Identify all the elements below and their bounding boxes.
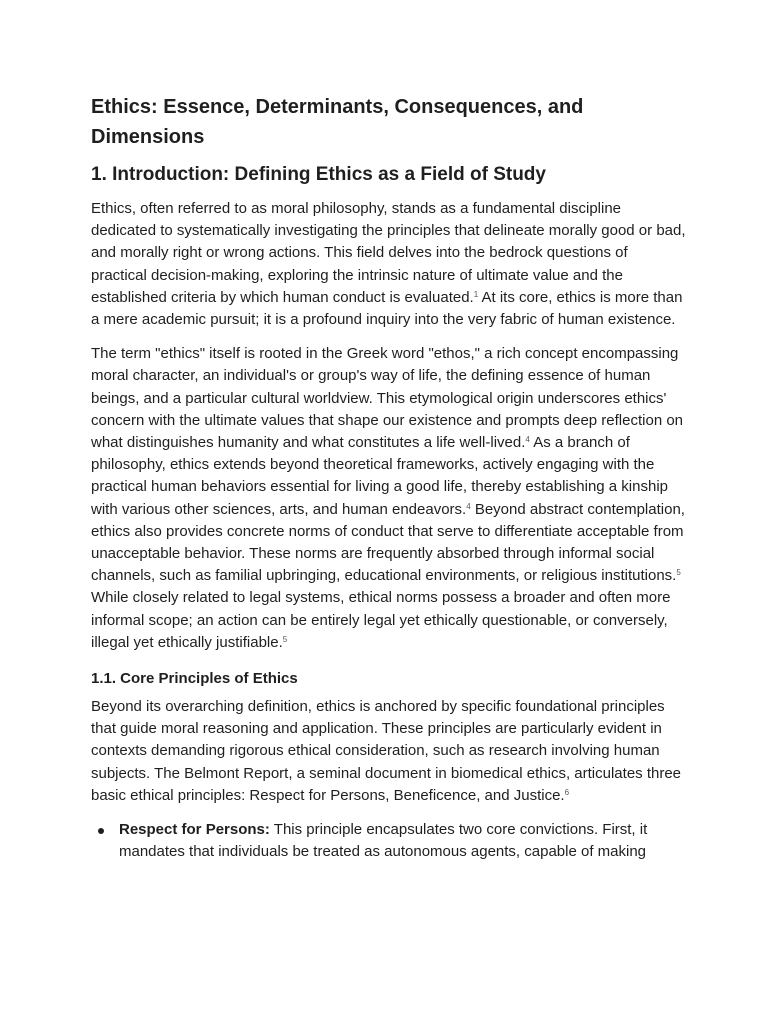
document-title: Ethics: Essence, Determinants, Consequences, and Dimensions — [91, 96, 584, 148]
footnote-ref[interactable]: 5 — [676, 568, 681, 578]
paragraph-text: As a branch of philosophy, ethics extends beyond theoretical frameworks, actively engaging with the practical human behaviors essential for living a good life, thereby establishing a kinship with various other sciences, arts, and human endeavors. — [91, 434, 668, 518]
paragraph-text: Ethics, often referred to as moral philosophy, stands as a fundamental discipline dedicated to systematically investigating the principles that delineate morally good or bad, and morally right or wrong actions. This field delves into the bedrock questions of practical decision-making, exploring the intrinsic nature of ultimate value and the established criteria by which human conduct is evaluated. — [91, 200, 686, 306]
paragraph-text: While closely related to legal systems, ethical norms possess a broader and often more informal scope; an action can be entirely legal yet ethically questionable, or conversely, illegal yet ethically justifiable. — [91, 589, 671, 651]
paragraph-text: Beyond its overarching definition, ethics is anchored by specific foundational principles that guide moral reasoning and application. These principles are particularly evident in contexts demanding rigorous ethical consideration, such as research involving human subjects. The Belmont Report, a seminal document in biomedical ethics, articulates three basic ethical principles: Respect for Persons, Beneficence, and Justice. — [91, 698, 682, 804]
footnote-ref[interactable]: 4 — [525, 435, 530, 445]
list-item-text: This principle encapsulates two core convictions. First, it mandates that individuals be treated as autonomous agents, capable of making — [119, 821, 648, 861]
paragraph-text: At its core, ethics is more than a mere academic pursuit; it is a profound inquiry into the very fabric of human existence. — [91, 288, 683, 329]
subsection-heading-core-principles: 1.1. Core Principles of Ethics — [91, 670, 298, 688]
paragraph-definition — [91, 198, 686, 331]
footnote-ref[interactable]: 6 — [564, 787, 570, 797]
paragraph-etymology — [91, 343, 686, 654]
list-item-label: Respect for Persons: — [119, 821, 270, 839]
footnote-ref[interactable]: 1 — [473, 289, 479, 299]
footnote-ref[interactable]: 4 — [466, 501, 471, 511]
section-heading-introduction: 1. Introduction: Defining Ethics as a Field of Study — [91, 164, 546, 185]
principles-list — [91, 819, 686, 863]
footnote-ref[interactable]: 5 — [282, 634, 288, 644]
paragraph-text: The term "ethics" itself is rooted in the Greek word "ethos," a rich concept encompassing moral character, an individual's or group's way of life, the defining essence of human beings, and a particular cultural worldview. This etymological origin underscores ethics' concern with the ultimate values that shape our existence and prompts deep reflection on what distinguishes humanity and what constitutes a life well-lived. — [91, 345, 684, 452]
paragraph-principles — [91, 696, 686, 807]
bullet-icon — [98, 828, 104, 834]
paragraph-text: Beyond abstract contemplation, ethics also provides concrete norms of conduct that serve to differentiate acceptable from unacceptable behavior. These norms are frequently absorbed through informal social channels, such as familial upbringing, educational environments, or religious institutions. — [91, 500, 685, 585]
list-item — [119, 819, 686, 863]
